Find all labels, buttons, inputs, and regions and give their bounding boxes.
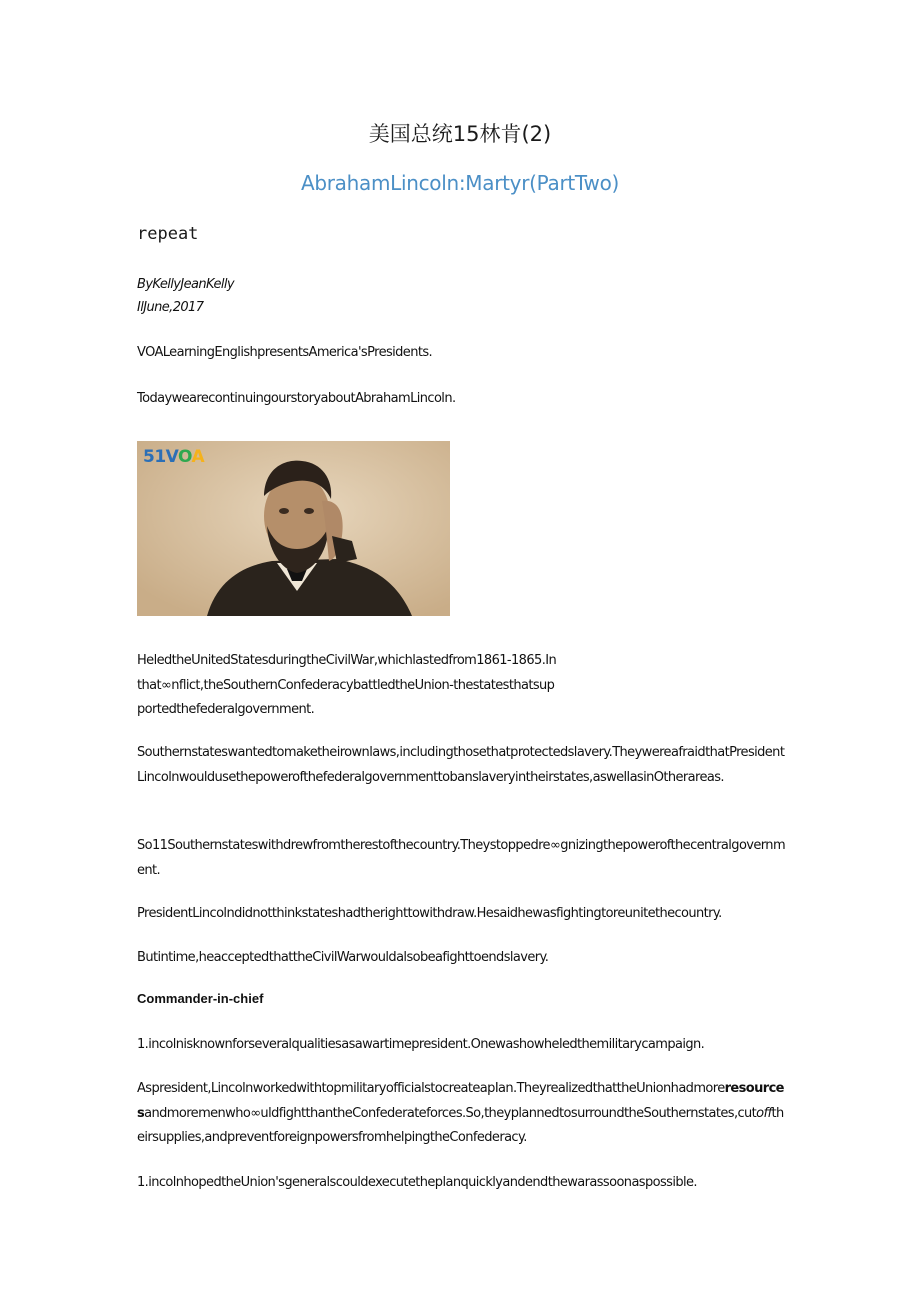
paragraph-text: theirsupplies,andpreventforeignpowersfromhelpingtheConfederacy. (137, 1105, 784, 1145)
byline-author: ByKellyJeanKelly (137, 277, 235, 292)
intro-paragraph: VOALearningEnglishpresentsAmerica'sPresidents. (137, 345, 433, 360)
section-paragraph: 1.incolnisknownforseveralqualitiesasawartimepresident.Onewashowheledthemilitarycampaign. (137, 1037, 705, 1052)
lincoln-portrait-image (137, 441, 450, 616)
repeat-label[interactable]: repeat (137, 224, 199, 244)
section-paragraph: 1.incolnhopedtheUnion'sgeneralscouldexecutetheplanquicklyandendthewarassoonaspossible. (137, 1175, 697, 1190)
body-paragraph: Southernstateswantedtomaketheirownlaws,includingthosethatprotectedslavery.TheywereafraidthatPresidentLincolnwouldusethepowerofthefederalgovernmenttobanslaveryintheirstates,aswellasinOtherareas. (137, 745, 785, 785)
italic-term: off (756, 1105, 772, 1121)
bold-term: resources (137, 1081, 784, 1121)
section-paragraph (137, 1077, 787, 1151)
body-paragraph: So11Southernstateswithdrewfromtherestofthecountry.Theystoppedre∞gnizingthepowerofthecentralgovernment. (137, 838, 786, 878)
page-title: 美国总统15林肯(2) (368, 122, 552, 146)
body-paragraph: HeledtheUnitedStatesduringtheCivilWar,whichlastedfrom1861-1865.Inthat∞nflict,theSouthernConfederacybattledtheUnion-thestatesthatsupportedthefederalgovernment. (137, 653, 557, 717)
voa-logo: 51VOA (143, 447, 205, 467)
paragraph-text: Aspresident,LincolnworkedwithtopmilitaryofficialstocreateapIan.TheyrealizedthattheUnionhadmore (137, 1081, 725, 1096)
page-subtitle: AbrahamLincoln:Martyr(PartTwo) (300, 171, 620, 195)
byline-date: IlJune,2017 (137, 300, 204, 315)
paragraph-text: andmoremenwho∞uldfightthantheConfederateforces.So,theyplannedtosurroundtheSouthernstates,cut (144, 1105, 757, 1121)
section-heading: Commander-in-chief (137, 991, 264, 1006)
body-paragraph: Butintime,heacceptedthattheCivilWarwouldalsobeafighttoendslavery. (137, 950, 549, 965)
body-paragraph: PresidentLincolndidnotthinkstateshadtherighttowithdraw.Hesaidhewasfightingtoreunitethecountry. (137, 906, 722, 921)
intro-paragraph: TodaywearecontinuingourstoryaboutAbrahamLincoln. (137, 391, 456, 406)
